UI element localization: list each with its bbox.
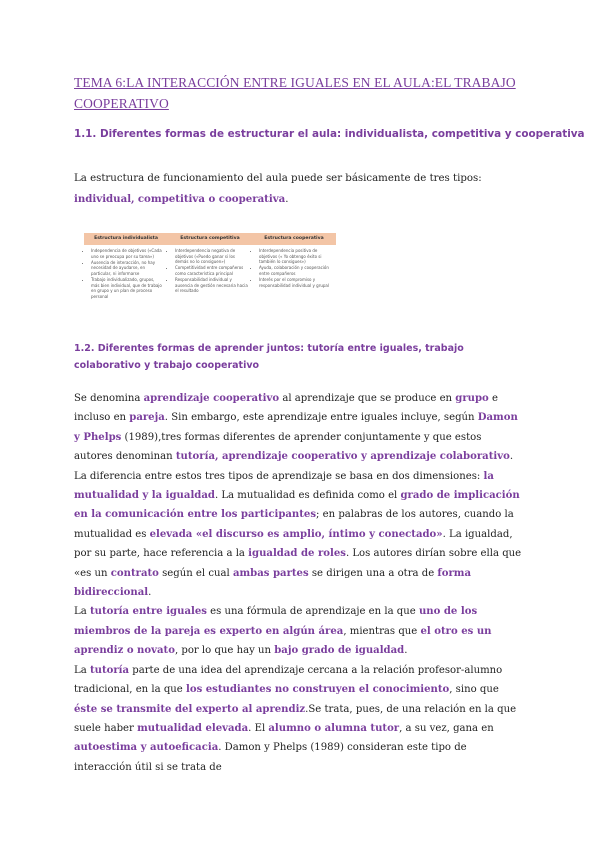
highlight-term: ambas partes xyxy=(232,567,309,579)
text-run: , a su vez, gana en xyxy=(399,722,494,734)
highlight-term: grupo xyxy=(455,393,489,404)
highlight-term: tutoría xyxy=(89,664,130,676)
text-run: La xyxy=(74,606,90,618)
table-cell: • Ayuda, colaboración y cooperación entre compañeros xyxy=(259,265,334,276)
section-heading-1-2: 1.2. Diferentes formas de aprender juntos: tutoría entre iguales, trabajo colaborativo y trabajo cooperativo xyxy=(74,343,464,371)
highlight-term: éste se transmite del experto al aprendiz xyxy=(74,703,306,715)
highlight-term: mutualidad elevada xyxy=(137,722,249,734)
table-cell: • Interés por el compromiso y responsabilidad individual y grupal xyxy=(259,277,334,288)
table-cell: • Competitividad entre compañeros como característica principal xyxy=(175,265,248,276)
table-cell: • Responsabilidad individual y ausencia de gestión necesaria hacia el resultado xyxy=(175,277,248,294)
text-run: .Se trata, pues, de una relación en la que suele haber xyxy=(74,703,517,734)
text-run: , por lo que hay un xyxy=(174,645,275,657)
text-run: . xyxy=(148,587,152,599)
highlight-term: tutoría, aprendizaje cooperativo y aprendizaje colaborativo xyxy=(175,451,510,463)
document-title: TEMA 6:LA INTERACCIÓN ENTRE IGUALES EN EL AULA:EL TRABAJO COOPERATIVO xyxy=(74,75,516,111)
text-run: , sino que xyxy=(449,684,499,696)
text-run: es una fórmula de aprendizaje en la que xyxy=(206,606,419,618)
text-run: . xyxy=(404,645,408,657)
highlight-term: uno de los miembros de la pareja es experto en algún área xyxy=(74,606,478,637)
highlight-term: aprendizaje cooperativo xyxy=(143,393,280,404)
highlight-term: pareja xyxy=(129,412,165,424)
text-run: al aprendizaje que se produce en xyxy=(279,393,456,404)
table-column-competitiva xyxy=(168,248,248,294)
text-run: . La mutualidad es definida como el xyxy=(214,490,401,502)
text-run: La xyxy=(74,664,90,676)
text-run: se dirigen una a otra de xyxy=(308,567,438,579)
table-cell: • Ausencia de interacción, no hay necesidad de ayudarse, en particular, ni informarse xyxy=(91,260,164,277)
highlight-term: bajo grado de igualdad xyxy=(274,645,405,657)
table-header-individualista: Estructura individualista xyxy=(94,236,158,241)
highlight-term: la mutualidad y la igualdad xyxy=(74,470,494,502)
text-run: . Damon y Phelps (1989) consideran este tipo de interacción útil si se trata de xyxy=(74,742,467,773)
intro-text: La estructura de funcionamiento del aula puede ser básicamente de tres tipos: xyxy=(74,173,482,184)
text-run: e incluso en xyxy=(74,393,498,424)
text-run: ; en palabras de los autores, cuando la mutualidad es xyxy=(74,509,514,540)
table-cell: • Interdependencia positiva de objetivos (« Yo obtengo éxito si también lo consigues») xyxy=(259,248,334,265)
highlight-term: grado de implicación en la comunicación entre los participantes xyxy=(74,490,520,521)
text-run: , mientras que xyxy=(343,625,421,637)
body-text xyxy=(74,389,522,777)
section-heading-1-1: 1.1. Diferentes formas de estructurar el aula: individualista, competitiva y cooperativa xyxy=(74,128,585,140)
highlight-term: autoestima y autoeficacia xyxy=(74,742,219,754)
highlight-term: Damon y Phelps xyxy=(74,412,518,443)
paragraph-tutoring-model xyxy=(74,661,522,777)
table-column-individualista xyxy=(84,248,164,300)
classroom-structure-table xyxy=(84,233,336,323)
table-cell: • Independencia de objetivos («Cada uno se preocupa por su tarea») xyxy=(91,248,164,259)
highlight-term: contrato xyxy=(110,567,159,579)
highlight-term: elevada «el discurso es amplio, íntimo y conectado» xyxy=(149,528,443,540)
text-run: . El xyxy=(248,722,269,734)
highlight-term: forma bidireccional xyxy=(74,567,472,599)
table-column-cooperativa xyxy=(252,248,334,289)
text-run: Se denomina xyxy=(74,393,144,404)
text-run: según el cual xyxy=(158,567,233,579)
intro-highlight-individual: individual, xyxy=(74,193,135,205)
text-run: parte de una idea del aprendizaje cercana a la relación profesor-alumno tradicional, en la que xyxy=(74,664,503,696)
intro-paragraph xyxy=(74,169,526,210)
intro-end: . xyxy=(285,194,289,205)
text-run: . La diferencia entre estos tres tipos de aprendizaje se basa en dos dimensiones: xyxy=(74,451,514,482)
highlight-term: alumno o alumna tutor xyxy=(268,722,400,734)
text-run: . Los autores dirían sobre ella que «es un xyxy=(74,548,522,579)
highlight-term: los estudiantes no construyen el conocimiento xyxy=(186,684,450,696)
table-cell: • Interdependencia negativa de objetivos («Puedo ganar si los demás no lo consiguen») xyxy=(175,248,248,265)
table-header-cooperativa: Estructura cooperativa xyxy=(264,236,324,241)
table-header-row xyxy=(84,233,336,245)
text-run: . La igualdad, por su parte, hace referencia a la xyxy=(74,528,513,560)
intro-highlight-types: competitiva o cooperativa xyxy=(137,193,286,205)
text-run: . Sin embargo, este aprendizaje entre iguales incluye, según xyxy=(164,412,478,424)
highlight-term: igualdad de roles xyxy=(248,548,346,560)
text-run: (1989),tres formas diferentes de aprender conjuntamente y que estos autores denominan xyxy=(74,431,482,463)
table-cell: • Trabajo individualizado, grupos, más bien individual, que de trabajo en grupo y un plan de proceso personal xyxy=(91,277,164,299)
highlight-term: tutoría entre iguales xyxy=(89,606,207,618)
table-header-competitiva: Estructura competitiva xyxy=(180,236,240,241)
paragraph-cooperative-learning xyxy=(74,389,522,602)
paragraph-peer-tutoring xyxy=(74,602,522,660)
highlight-term: el otro es un aprendiz o novato xyxy=(74,625,492,657)
